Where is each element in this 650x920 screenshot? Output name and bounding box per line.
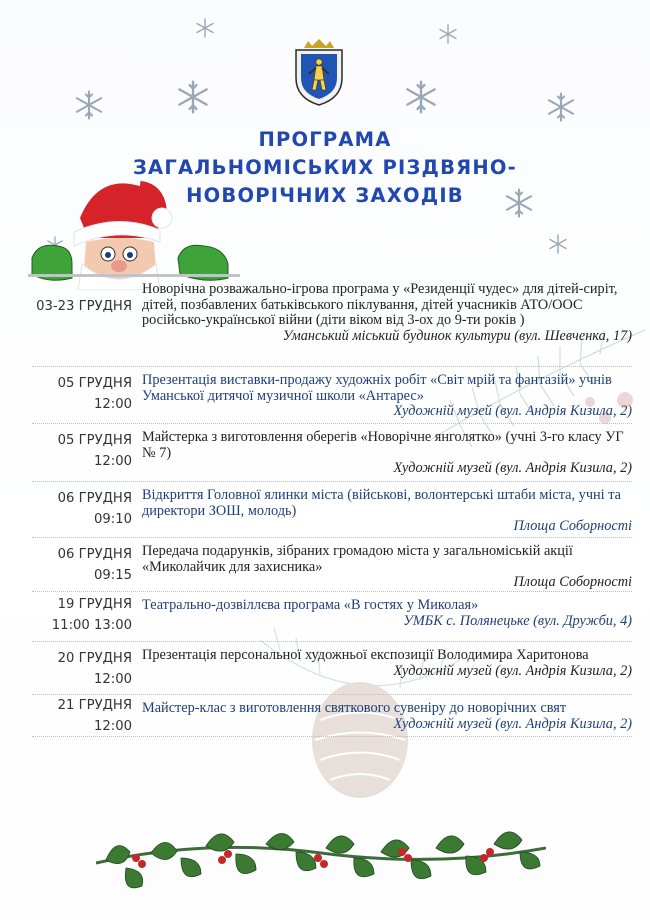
event-location: Художній музей (вул. Андрія Кизила, 2) bbox=[393, 715, 632, 732]
event-title: Передача подарунків, зібраних громадою міста у загальноміській акції «Миколайчик для захисника» bbox=[142, 543, 573, 575]
event-row bbox=[32, 424, 632, 482]
event-description bbox=[142, 276, 632, 344]
event-date-day: 20 ГРУДНЯ bbox=[57, 651, 132, 666]
events-list bbox=[32, 276, 632, 737]
event-date bbox=[32, 488, 132, 530]
event-date-day: 06 ГРУДНЯ bbox=[57, 491, 132, 506]
event-row bbox=[32, 642, 632, 695]
event-date-day: 05 ГРУДНЯ bbox=[57, 376, 132, 391]
snowflake-icon bbox=[176, 80, 210, 114]
event-description bbox=[142, 424, 632, 477]
title-line: ПРОГРАМА bbox=[258, 128, 392, 151]
snowflake-icon bbox=[438, 24, 458, 44]
event-row bbox=[32, 276, 632, 367]
event-title: Майстер-клас з виготовлення святкового сувеніру до новорічних свят bbox=[142, 700, 567, 716]
event-date-time: 11:00 13:00 bbox=[51, 618, 132, 633]
event-description bbox=[142, 695, 632, 732]
event-date-time: 09:10 bbox=[93, 512, 132, 527]
event-row bbox=[32, 538, 632, 592]
snowflake-icon bbox=[195, 18, 215, 38]
event-date bbox=[32, 373, 132, 415]
event-date-time: 12:00 bbox=[93, 672, 132, 687]
event-location: Художній музей (вул. Андрія Кизила, 2) bbox=[393, 460, 632, 476]
event-description bbox=[142, 642, 632, 679]
snowflake-icon bbox=[546, 92, 576, 122]
event-date-time: 12:00 bbox=[93, 397, 132, 412]
event-description bbox=[142, 538, 632, 591]
event-date bbox=[32, 296, 132, 317]
event-date-time: 12:00 bbox=[93, 719, 132, 734]
event-date bbox=[32, 430, 132, 472]
event-title: Презентація персональної художньої експозиції Володимира Харитонова bbox=[142, 647, 589, 663]
title-line: ЗАГАЛЬНОМІСЬКИХ РІЗДВЯНО- bbox=[133, 156, 517, 179]
event-description bbox=[142, 592, 632, 629]
snowflake-icon bbox=[74, 90, 104, 120]
event-location: Уманський міський будинок культури (вул. Шевченка, 17) bbox=[282, 327, 632, 344]
snowflake-icon bbox=[548, 234, 568, 254]
event-date-time: 09:15 bbox=[93, 568, 132, 583]
event-date-day: 03-23 ГРУДНЯ bbox=[36, 299, 132, 314]
event-date-day: 06 ГРУДНЯ bbox=[57, 547, 132, 562]
event-date bbox=[32, 594, 132, 636]
event-date-day: 05 ГРУДНЯ bbox=[57, 433, 132, 448]
event-date bbox=[32, 544, 132, 586]
event-date-day: 19 ГРУДНЯ bbox=[57, 597, 132, 612]
event-date-time: 12:00 bbox=[93, 454, 132, 469]
event-title: Презентація виставки-продажу художніх робіт «Світ мрій та фантазій» учнів Уманської дитячої музичної школи «Антарес» bbox=[142, 372, 612, 404]
event-location: Площа Соборності bbox=[513, 518, 632, 534]
event-description bbox=[142, 482, 632, 535]
event-row bbox=[32, 695, 632, 737]
event-description bbox=[142, 367, 632, 420]
event-location: УМБК с. Полянецьке (вул. Дружби, 4) bbox=[403, 612, 632, 629]
event-title: Майстерка з виготовлення оберегів «Новорічне янголятко» (учні 3-го класу УГ № 7) bbox=[142, 429, 624, 461]
snowflake-icon bbox=[404, 80, 438, 114]
event-row bbox=[32, 592, 632, 642]
title-line: НОВОРІЧНИХ ЗАХОДІВ bbox=[186, 184, 464, 207]
event-location: Художній музей (вул. Андрія Кизила, 2) bbox=[393, 403, 632, 419]
event-date bbox=[32, 648, 132, 690]
event-date-day: 21 ГРУДНЯ bbox=[57, 698, 132, 713]
event-title: Театрально-дозвіллєва програма «В гостях у Миколая» bbox=[142, 597, 479, 613]
event-title: Новорічна розважально-ігрова програма у «Резиденції чудес» для дітей-сиріт, дітей, позбавлених батьківського піклування, дітей учасників АТО/ООС російсько-української війни (діти віком від 3-ох до 9-ти років ) bbox=[142, 281, 618, 328]
event-row bbox=[32, 367, 632, 424]
event-location: Площа Соборності bbox=[513, 574, 632, 590]
event-title: Відкриття Головної ялинки міста (військові, волонтерські штаби міста, учні та директори ЗОШ, молодь) bbox=[142, 487, 621, 519]
holly-garland-icon bbox=[96, 808, 546, 898]
santa-claus-icon bbox=[28, 178, 240, 290]
event-date bbox=[32, 695, 132, 737]
event-row bbox=[32, 482, 632, 538]
event-location: Художній музей (вул. Андрія Кизила, 2) bbox=[393, 662, 632, 679]
coat-of-arms-icon bbox=[290, 38, 348, 106]
